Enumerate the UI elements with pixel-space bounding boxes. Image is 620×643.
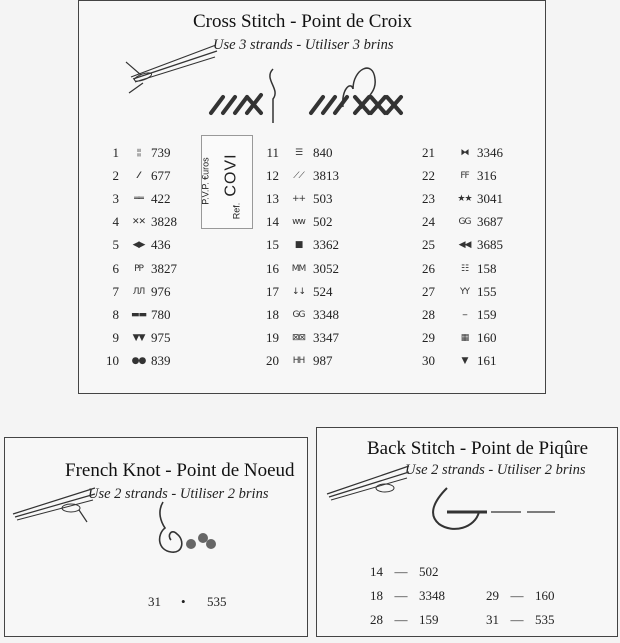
legend-number: 23 [422,191,435,207]
back-stitch-subtitle: Use 2 strands - Utiliser 2 brins [405,462,586,478]
legend-number: 18 [370,588,383,603]
legend-number: 26 [422,260,435,276]
dash-icon: — [510,588,524,603]
legend-number: 9 [112,329,119,345]
down-arrows-icon: ↓↓ [291,286,306,297]
legend-number: 14 [266,214,279,230]
f-marks-icon: FF [460,171,469,182]
back-stitch-diagram-icon [417,484,587,538]
price-tag [201,135,253,229]
legend-number: 27 [422,283,435,299]
legend-number: 2 [112,168,119,184]
legend-code: 677 [151,168,171,184]
legend-code: 316 [477,168,497,184]
needle-icon [323,460,413,506]
back-stitch-title: Back Stitch - Point de Piqûre [367,438,589,459]
legend-code: 840 [313,145,333,160]
legend-code: 3362 [313,237,339,253]
french-knot-diagram-icon [155,498,235,568]
horizontal-lines-icon: ══ [134,194,143,205]
legend-code: 535 [535,612,555,627]
legend-number: 8 [112,306,119,322]
french-knot-subtitle: Use 2 strands - Utiliser 2 brins [88,486,269,502]
y-marks-icon: YY [460,286,469,297]
legend-number: 5 [112,237,119,253]
grid-square-icon: ▦ [460,332,469,343]
cross-stitch-subtitle: Use 3 strands - Utiliser 3 brins [213,37,394,53]
legend-number: 28 [370,612,383,627]
bold-left-arrows-icon: ◀◀ [458,240,471,251]
legend-number: 4 [112,214,119,230]
legend-number: 17 [266,283,279,299]
light-dashes-icon: ‐‐ [462,309,467,320]
cross-stitch-title: Cross Stitch - Point de Croix [193,11,413,32]
legend-code: 3685 [477,237,503,253]
n-marks-icon: ЛЛ [132,286,145,297]
legend-number: 6 [112,260,119,276]
legend-code: 976 [151,283,171,299]
dash-icon: — [394,564,408,579]
legend-code: 975 [151,329,171,345]
bold-e-icon: ☷ [460,263,469,274]
legend-number: 12 [266,168,279,184]
legend-code: 3347 [313,329,339,345]
legend-code: 3348 [419,588,445,603]
bold-triangles-icon: ▼▼ [132,332,145,343]
needle-icon [9,482,99,528]
price-tag-pvp: P.V.P. €uros [200,157,211,205]
g-circles-icon: GG [458,217,471,228]
bold-brackets-icon: ◀▶ [132,240,145,251]
dash-icon: — [394,588,408,603]
legend-code: 502 [419,564,439,579]
legend-code: 161 [477,352,497,368]
legend-code: 422 [151,191,171,207]
legend-code: 987 [313,352,333,368]
legend-number: 29 [486,588,499,603]
legend-code: 3052 [313,260,339,276]
legend-code: 160 [535,588,555,603]
legend-number: 20 [266,352,279,368]
legend-code: 159 [419,612,439,627]
dash-icon: — [394,612,408,627]
legend-number: 14 [370,564,383,579]
plus-marks-icon: ++ [291,194,306,205]
diagonal-hatch-icon: ⁄⁄ [137,171,139,182]
g-marks-icon: GG [292,309,305,320]
x-marks-icon: ✕✕ [131,217,146,228]
legend-code: 524 [313,283,333,299]
legend-code: 3813 [313,168,339,184]
legend-code: 3687 [477,214,503,230]
legend-code: 3041 [477,191,503,207]
legend-code: 739 [151,145,171,160]
p-marks-icon: PP [134,263,143,274]
bold-bowtie-icon: ⧓ [460,148,469,158]
bold-stars-icon: ★★ [457,194,472,205]
legend-number: 30 [422,352,435,368]
bold-h-icon: HH [292,355,305,366]
legend-code: 436 [151,237,171,253]
legend-number: 19 [266,329,279,345]
legend-number: 10 [106,352,119,368]
legend-code: 158 [477,260,497,276]
price-tag-brand: COVI [222,153,240,197]
bold-bars-icon: ☰ [294,148,303,158]
cross-stitch-panel [78,0,546,394]
legend-number: 31 [486,612,499,627]
legend-number: 28 [422,306,435,322]
dash-icon: — [510,612,524,627]
legend-number: 25 [422,237,435,253]
legend-code: 502 [313,214,333,230]
m-marks-icon: MM [291,263,306,274]
cross-stitch-diagram-icon [203,59,423,125]
light-diagonal-icon: ⟋⟋ [293,171,304,182]
boxed-x-icon: ⊠⊠ [291,332,306,343]
legend-code: 839 [151,352,171,368]
legend-number: 22 [422,168,435,184]
back-stitch-panel [316,427,618,637]
legend-code: 3348 [313,306,339,322]
legend-number: 1 [112,145,119,160]
legend-number: 29 [422,329,435,345]
legend-code: 3827 [151,260,177,276]
solid-square-icon: ■ [294,240,303,251]
legend-code: 780 [151,306,171,322]
french-knot-title: French Knot - Point de Noeud [65,460,295,481]
legend-number: 24 [422,214,435,230]
vertical-bars-icon: ¦¦ [136,148,141,158]
legend-number: 18 [266,306,279,322]
bold-dashes-icon: ▬▬ [131,309,147,320]
legend-code: 159 [477,306,497,322]
price-tag-ref: Ref. [231,202,242,220]
bold-dots-icon: ●● [131,355,146,366]
legend-number: 15 [266,237,279,253]
bold-down-triangles-icon: ▼ [461,355,468,366]
legend-code: 503 [313,191,333,207]
legend-number: 21 [422,145,435,160]
legend-number: 7 [112,283,119,299]
legend-code: 3346 [477,145,503,160]
french-knot-panel: French Knot - Point de Noeud Use 2 strands - Utiliser 2 brins 31 • 535 [4,437,308,637]
w-marks-icon: ww [292,217,305,228]
legend-code: 160 [477,329,497,345]
legend-number: 3 [112,191,119,207]
legend-code: 3828 [151,214,177,230]
legend-number: 16 [266,260,279,276]
legend-number: 11 [266,145,279,160]
legend-code: 155 [477,283,497,299]
legend-number: 13 [266,191,279,207]
